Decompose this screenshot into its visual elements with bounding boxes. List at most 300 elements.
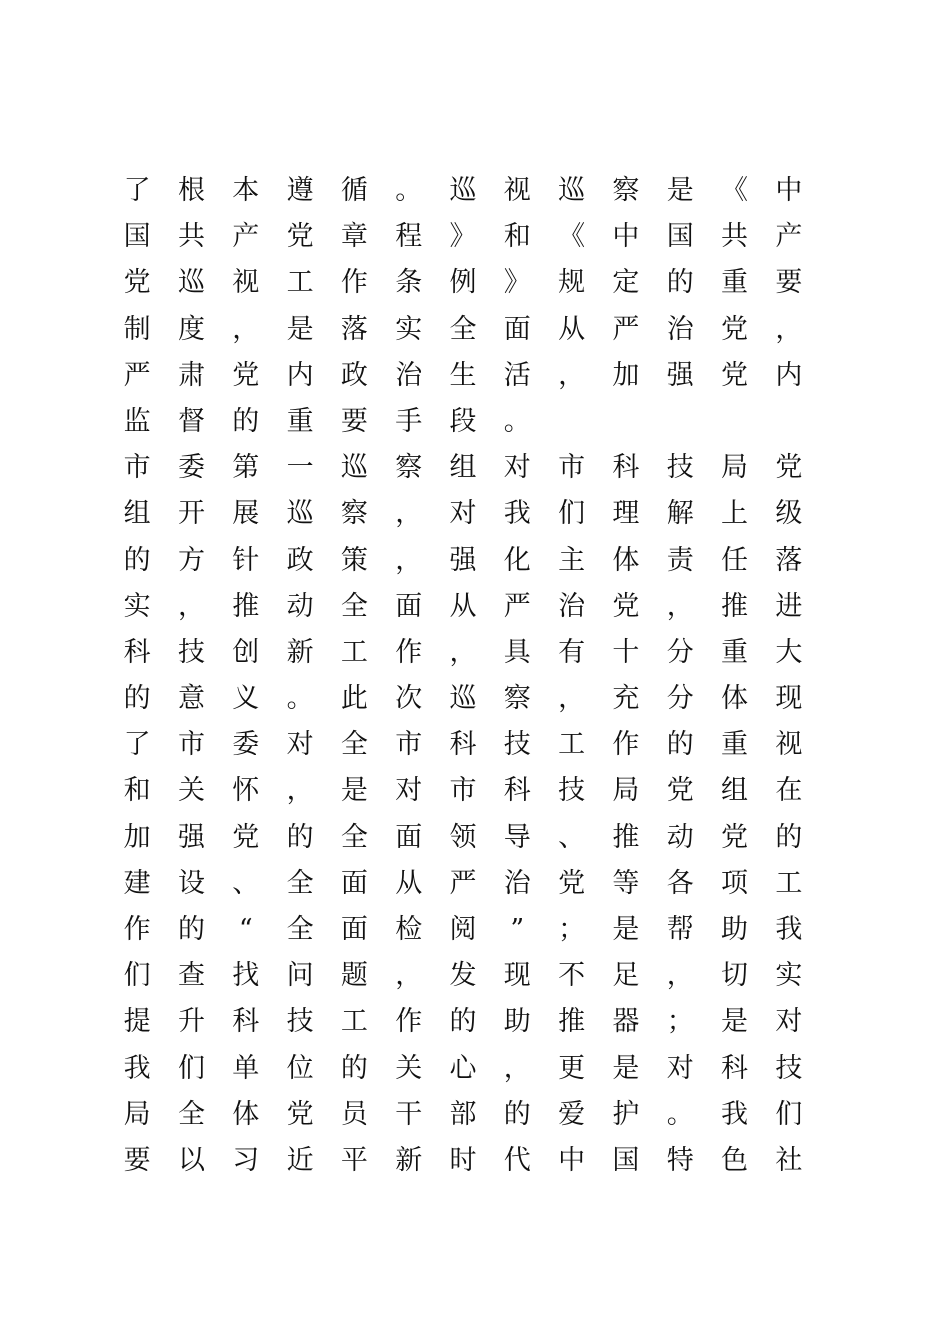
text-char: 此: [340, 683, 368, 715]
text-char: 、: [232, 867, 260, 899]
text-char: ，: [286, 775, 314, 807]
text-char: 要: [123, 1144, 151, 1176]
text-char: 帮: [666, 914, 694, 945]
text-char: 部: [449, 1098, 477, 1130]
text-char: 加: [612, 359, 640, 391]
text-char: 助: [721, 914, 749, 945]
text-char: 手: [395, 405, 423, 437]
text-char: 怀: [232, 775, 260, 807]
text-char: 体: [232, 1098, 260, 1130]
text-char: 、: [558, 821, 586, 853]
text-char: 导: [503, 821, 531, 853]
text-char: 巡: [449, 175, 477, 206]
text-char: 不: [558, 960, 586, 992]
text-char: 度: [177, 313, 205, 345]
text-char: ，: [666, 960, 694, 992]
text-char: 体: [721, 683, 749, 715]
text-line: [110, 768, 816, 814]
text-char: 科: [123, 636, 151, 668]
text-char: 近: [286, 1144, 314, 1176]
text-char: 是: [612, 914, 640, 945]
text-char: 干: [395, 1098, 423, 1130]
text-line: [110, 999, 816, 1045]
text-char: 的: [123, 544, 151, 576]
text-char: 检: [395, 914, 423, 945]
text-char: 要: [775, 267, 803, 299]
text-char: 一: [286, 452, 314, 484]
text-char: ，: [395, 498, 423, 530]
text-char: 面: [503, 313, 531, 345]
text-char: 巡: [340, 452, 368, 484]
text-char: 严: [503, 590, 531, 622]
text-char: 的: [503, 1098, 531, 1130]
text-char: 对: [503, 452, 531, 484]
text-char: 问: [286, 960, 314, 992]
text-char: 委: [177, 452, 205, 484]
text-char: 升: [177, 1006, 205, 1038]
text-char: 共: [177, 221, 205, 253]
text-char: 视: [503, 175, 531, 206]
text-char: 重: [721, 267, 749, 299]
text-line: [110, 584, 816, 630]
text-line: [110, 1138, 816, 1184]
text-char: 以: [177, 1144, 205, 1176]
text-char: 根: [177, 175, 205, 206]
text-char: 推: [558, 1006, 586, 1038]
text-char: 关: [395, 1052, 423, 1084]
text-char: 。: [666, 1098, 694, 1130]
text-char: 视: [232, 267, 260, 299]
text-char: 循: [340, 175, 368, 206]
text-char: 关: [177, 775, 205, 807]
text-char: 察: [395, 452, 423, 484]
text-char: 特: [666, 1144, 694, 1176]
text-char: 党: [558, 867, 586, 899]
text-char: 发: [449, 960, 477, 992]
text-char: ，: [177, 590, 205, 622]
text-char: 的: [666, 267, 694, 299]
text-char: 有: [558, 636, 586, 668]
text-char: 党: [721, 313, 749, 345]
text-char: 的: [775, 821, 803, 853]
text-char: 国: [123, 221, 151, 253]
text-char: 的: [232, 405, 260, 437]
text-char: 党: [721, 359, 749, 391]
text-char: 的: [286, 821, 314, 853]
text-char: 新: [395, 1144, 423, 1176]
text-line: [110, 722, 816, 768]
text-char: 提: [123, 1006, 151, 1038]
text-char: 推: [232, 590, 260, 622]
text-char: 党: [612, 590, 640, 622]
text-char: 理: [612, 498, 640, 530]
text-char: 是: [721, 1006, 749, 1038]
text-char: 要: [340, 405, 368, 437]
text-char: 。: [395, 175, 423, 206]
text-char: 科: [721, 1052, 749, 1084]
text-char: 是: [340, 775, 368, 807]
text-char: 严: [123, 359, 151, 391]
text-char: 党: [286, 1098, 314, 1130]
text-char: 找: [232, 960, 260, 992]
text-char: ，: [558, 359, 586, 391]
text-char: ；: [666, 1006, 694, 1038]
text-char: 等: [612, 867, 640, 899]
text-char: 重: [286, 405, 314, 437]
text-char: 定: [612, 267, 640, 299]
text-char: ，: [666, 590, 694, 622]
text-char: 面: [395, 821, 423, 853]
text-char: 肃: [177, 359, 205, 391]
text-char: 市: [177, 729, 205, 761]
text-char: 我: [721, 1098, 749, 1130]
text-char: 作: [612, 729, 640, 761]
text-char: 大: [775, 636, 803, 668]
text-char: 党: [666, 775, 694, 807]
text-char: 。: [286, 683, 314, 715]
text-char: 创: [232, 636, 260, 668]
text-char: 助: [503, 1006, 531, 1038]
text-char: 各: [666, 867, 694, 899]
text-char: 技: [503, 729, 531, 761]
text-char: 市: [395, 729, 423, 761]
text-char: 任: [721, 544, 749, 576]
text-char: 组: [123, 498, 151, 530]
text-char: 责: [666, 544, 694, 576]
text-char: 色: [721, 1144, 749, 1176]
text-char: 是: [286, 313, 314, 345]
text-char: 我: [123, 1052, 151, 1084]
text-char: 政: [286, 544, 314, 576]
text-char: 察: [503, 683, 531, 715]
text-char: 例: [449, 267, 477, 299]
text-char: 重: [721, 729, 749, 761]
text-char: 规: [558, 267, 586, 299]
text-char: 对: [666, 1052, 694, 1084]
text-char: 党: [123, 267, 151, 299]
text-char: 主: [558, 544, 586, 576]
text-char: 党: [721, 821, 749, 853]
text-char: 全: [177, 1098, 205, 1130]
text-char: 制: [123, 313, 151, 345]
text-char: 局: [721, 452, 749, 484]
text-char: 动: [666, 821, 694, 853]
text-char: 察: [612, 175, 640, 206]
text-char: 建: [123, 867, 151, 899]
text-char: 查: [177, 960, 205, 992]
text-char: 全: [449, 313, 477, 345]
text-line: [110, 353, 816, 399]
text-char: 产: [232, 221, 260, 253]
text-char: 监: [123, 405, 151, 437]
text-char: 强: [666, 359, 694, 391]
text-char: 中: [612, 221, 640, 253]
text-char: 强: [177, 821, 205, 853]
text-char: ，: [232, 313, 260, 345]
text-char: 从: [449, 590, 477, 622]
text-char: 现: [503, 960, 531, 992]
text-char: ，: [775, 313, 803, 345]
text-char: 作: [395, 1006, 423, 1038]
text-char: 科: [503, 775, 531, 807]
text-char: 程: [395, 221, 423, 253]
text-char: 开: [177, 498, 205, 530]
text-char: 的: [177, 914, 205, 945]
text-char: 从: [395, 867, 423, 899]
text-char: 工: [340, 1006, 368, 1038]
text-char: 作: [123, 914, 151, 945]
text-char: 国: [666, 221, 694, 253]
text-char: 爱: [558, 1098, 586, 1130]
text-char: 的: [340, 1052, 368, 1084]
text-char: 全: [286, 914, 314, 945]
text-char: 时: [449, 1144, 477, 1176]
text-line: [110, 1092, 816, 1138]
text-char: 内: [775, 359, 803, 391]
text-char: 工: [558, 729, 586, 761]
text-char: 们: [558, 498, 586, 530]
text-char: 段: [449, 405, 477, 437]
text-char: 义: [232, 683, 260, 715]
text-line: [110, 815, 816, 861]
text-char: 次: [395, 683, 423, 715]
text-char: 展: [232, 498, 260, 530]
text-char: 党: [232, 821, 260, 853]
text-char: 严: [449, 867, 477, 899]
text-line: [110, 445, 816, 491]
text-char: 党: [775, 452, 803, 484]
text-char: 上: [721, 498, 749, 530]
text-char: 代: [503, 1144, 531, 1176]
text-char: 巡: [286, 498, 314, 530]
text-char: 更: [558, 1052, 586, 1084]
text-char: 条: [395, 267, 423, 299]
text-char: 。: [503, 405, 531, 437]
text-char: 足: [612, 960, 640, 992]
text-char: 治: [395, 359, 423, 391]
text-char: 重: [721, 636, 749, 668]
text-char: 阅: [449, 914, 477, 945]
text-char: 中: [775, 175, 803, 206]
text-char: 工: [340, 636, 368, 668]
text-char: 巡: [449, 683, 477, 715]
text-line: [110, 260, 816, 306]
text-char: 器: [612, 1006, 640, 1038]
text-char: 科: [449, 729, 477, 761]
text-char: 分: [666, 636, 694, 668]
text-char: ，: [395, 544, 423, 576]
text-char: 设: [177, 867, 205, 899]
text-char: 全: [340, 821, 368, 853]
text-char: 从: [558, 313, 586, 345]
text-char: 和: [503, 221, 531, 253]
text-char: 对: [286, 729, 314, 761]
text-char: 们: [123, 960, 151, 992]
text-char: 全: [340, 729, 368, 761]
text-char: 我: [503, 498, 531, 530]
text-char: 技: [177, 636, 205, 668]
text-char: 进: [775, 590, 803, 622]
text-char: 全: [286, 867, 314, 899]
text-char: 的: [666, 729, 694, 761]
text-char: 巡: [558, 175, 586, 206]
text-char: 产: [775, 221, 803, 253]
text-char: 》: [503, 267, 531, 299]
text-char: 共: [721, 221, 749, 253]
text-char: 新: [286, 636, 314, 668]
text-char: 策: [340, 544, 368, 576]
text-char: 动: [286, 590, 314, 622]
text-char: “: [238, 914, 253, 945]
text-char: 对: [395, 775, 423, 807]
text-char: 落: [340, 313, 368, 345]
text-char: 分: [666, 683, 694, 715]
text-char: 心: [449, 1052, 477, 1084]
text-char: 治: [503, 867, 531, 899]
text-char: 和: [123, 775, 151, 807]
text-char: 加: [123, 821, 151, 853]
text-line: [110, 491, 816, 537]
text-char: 们: [775, 1098, 803, 1130]
text-char: 章: [340, 221, 368, 253]
text-line: [110, 214, 816, 260]
text-char: 巡: [177, 267, 205, 299]
text-char: 面: [340, 867, 368, 899]
text-char: 》: [449, 221, 477, 253]
text-char: 第: [232, 452, 260, 484]
text-char: 解: [666, 498, 694, 530]
text-line: [110, 630, 816, 676]
text-line: [110, 676, 816, 722]
text-char: 针: [232, 544, 260, 576]
text-char: 具: [503, 636, 531, 668]
text-char: 实: [775, 960, 803, 992]
text-char: 员: [340, 1098, 368, 1130]
text-char: 国: [612, 1144, 640, 1176]
text-char: 作: [340, 267, 368, 299]
text-char: ，: [558, 683, 586, 715]
text-char: 对: [449, 498, 477, 530]
body-text: [110, 168, 816, 1184]
text-char: 技: [666, 452, 694, 484]
text-char: 化: [503, 544, 531, 576]
text-char: 组: [721, 775, 749, 807]
text-char: 督: [177, 405, 205, 437]
text-char: 实: [395, 313, 423, 345]
text-char: 习: [232, 1144, 260, 1176]
text-char: 是: [612, 1052, 640, 1084]
text-char: 我: [775, 914, 803, 945]
text-char: 单: [232, 1052, 260, 1084]
text-char: 组: [449, 452, 477, 484]
text-char: 领: [449, 821, 477, 853]
text-char: 意: [177, 683, 205, 715]
text-line: [110, 861, 816, 907]
text-char: 落: [775, 544, 803, 576]
text-char: 本: [232, 175, 260, 206]
text-char: 推: [721, 590, 749, 622]
text-char: 了: [123, 729, 151, 761]
text-char: 《: [721, 175, 749, 206]
text-char: 们: [177, 1052, 205, 1084]
text-char: 遵: [286, 175, 314, 206]
text-char: 在: [775, 775, 803, 807]
text-line: [110, 399, 816, 445]
text-char: 科: [612, 452, 640, 484]
text-char: 察: [340, 498, 368, 530]
text-char: 局: [123, 1098, 151, 1130]
text-char: 技: [286, 1006, 314, 1038]
text-char: ，: [449, 636, 477, 668]
text-char: 面: [340, 914, 368, 945]
text-char: 面: [395, 590, 423, 622]
text-char: 十: [612, 636, 640, 668]
text-char: 社: [775, 1144, 803, 1176]
text-char: ”: [510, 914, 525, 945]
text-char: 视: [775, 729, 803, 761]
text-char: 工: [286, 267, 314, 299]
text-char: 推: [612, 821, 640, 853]
text-line: [110, 1046, 816, 1092]
text-char: 党: [286, 221, 314, 253]
text-line: [110, 307, 816, 353]
text-char: 充: [612, 683, 640, 715]
text-char: 作: [395, 636, 423, 668]
text-char: 全: [340, 590, 368, 622]
text-line: [110, 538, 816, 584]
text-char: 实: [123, 590, 151, 622]
text-char: 工: [775, 867, 803, 899]
text-line: [110, 907, 816, 953]
text-line: [110, 168, 816, 214]
text-char: 的: [123, 683, 151, 715]
text-char: 技: [775, 1052, 803, 1084]
text-char: 治: [558, 590, 586, 622]
text-char: 市: [558, 452, 586, 484]
text-char: ，: [395, 960, 423, 992]
text-char: 切: [721, 960, 749, 992]
text-char: 位: [286, 1052, 314, 1084]
text-char: 现: [775, 683, 803, 715]
text-char: 生: [449, 359, 477, 391]
text-char: 市: [449, 775, 477, 807]
text-char: 严: [612, 313, 640, 345]
text-char: 护: [612, 1098, 640, 1130]
text-char: 级: [775, 498, 803, 530]
text-char: 市: [123, 452, 151, 484]
text-char: ，: [503, 1052, 531, 1084]
text-char: 项: [721, 867, 749, 899]
text-char: 对: [775, 1006, 803, 1038]
text-char: 科: [232, 1006, 260, 1038]
text-char: 政: [340, 359, 368, 391]
text-char: 中: [558, 1144, 586, 1176]
text-line: [110, 953, 816, 999]
text-char: 委: [232, 729, 260, 761]
text-char: 党: [232, 359, 260, 391]
text-char: 方: [177, 544, 205, 576]
text-char: 内: [286, 359, 314, 391]
text-char: ；: [558, 914, 586, 945]
text-char: 体: [612, 544, 640, 576]
text-char: 是: [666, 175, 694, 206]
text-char: 了: [123, 175, 151, 206]
text-char: 题: [340, 960, 368, 992]
text-char: 局: [612, 775, 640, 807]
text-char: 的: [449, 1006, 477, 1038]
text-char: 强: [449, 544, 477, 576]
text-char: 技: [558, 775, 586, 807]
